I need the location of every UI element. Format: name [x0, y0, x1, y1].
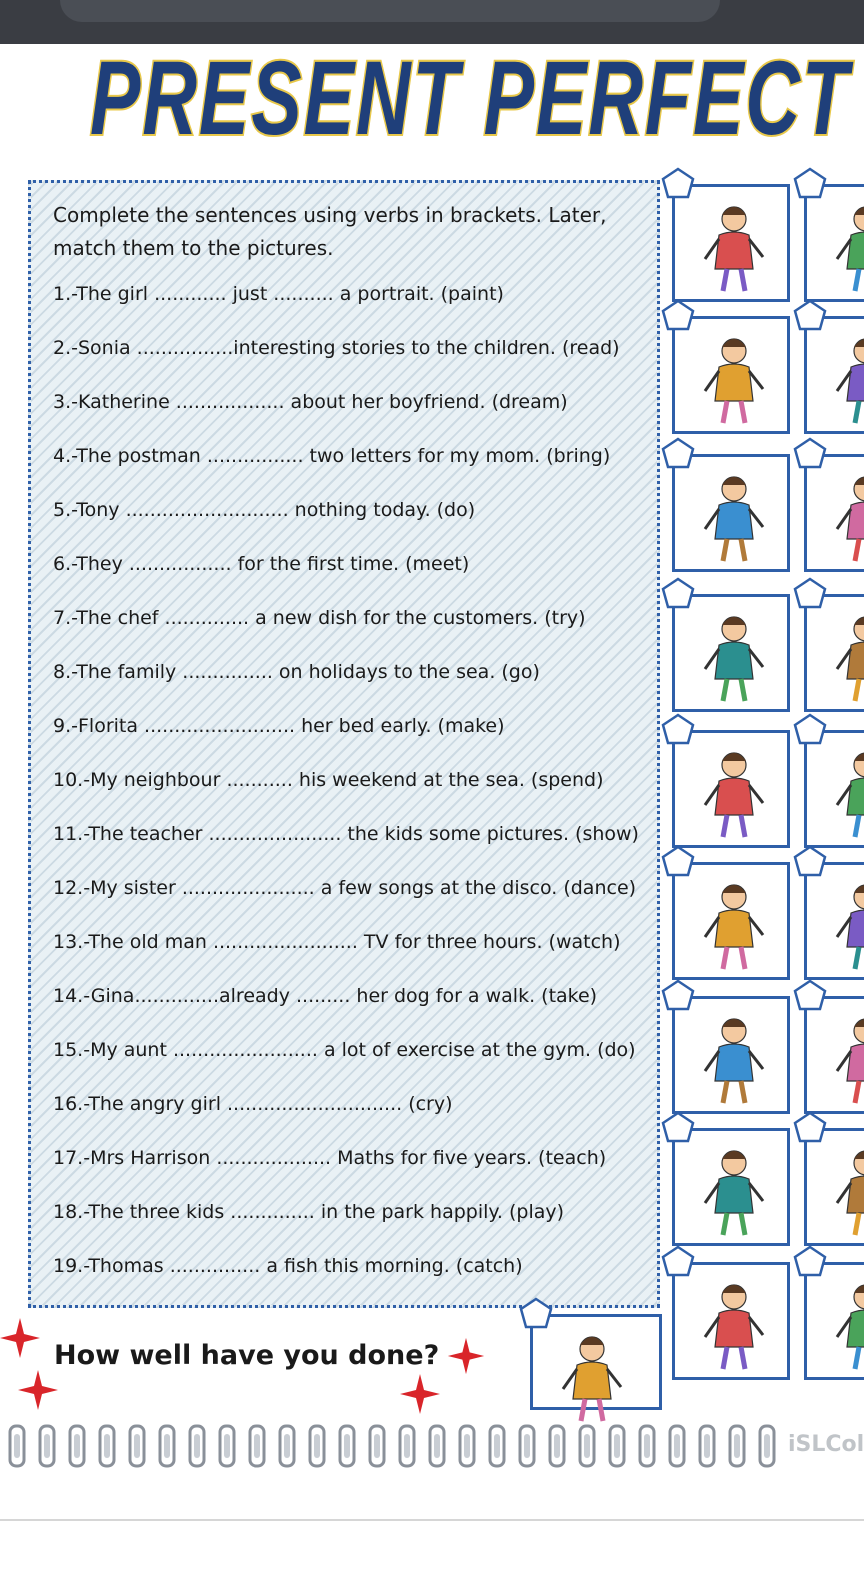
girl-making-bed-picture	[821, 1009, 864, 1109]
label-tab-icon	[793, 167, 827, 199]
chef-cooking-picture	[689, 743, 779, 843]
sentence-13: 13.-The old man ........................ TV for three hours. (watch)	[53, 931, 621, 953]
sentence-18: 18.-The three kids .............. in the park happily. (play)	[53, 1201, 565, 1223]
label-tab-icon	[793, 437, 827, 469]
girl-in-armchair-picture	[821, 197, 864, 297]
red-star-icon	[0, 1316, 42, 1360]
picture-card-10	[804, 730, 864, 848]
bottom-divider	[0, 1519, 864, 1521]
sentence-2: 2.-Sonia ................interesting stories to the children. (read)	[53, 337, 620, 359]
sentence-15: 15.-My aunt ........................ a lot of exercise at the gym. (do)	[53, 1039, 636, 1061]
label-tab-icon	[793, 979, 827, 1011]
picture-card-18	[804, 1262, 864, 1380]
label-tab-icon	[661, 713, 695, 745]
sentence-16: 16.-The angry girl ............................. (cry)	[53, 1093, 453, 1115]
label-tab-icon	[661, 577, 695, 609]
woman-exercise-bike-picture	[689, 1141, 779, 1241]
picture-card-3	[672, 316, 790, 434]
label-tab-icon	[793, 845, 827, 877]
title-text: PRESENT PERFECT	[90, 38, 855, 154]
red-star-icon	[446, 1336, 486, 1376]
meeting-people-picture	[689, 197, 779, 297]
sentence-4: 4.-The postman ................ two letters for my mom. (bring)	[53, 445, 611, 467]
sentence-12: 12.-My sister ...................... a few songs at the disco. (dance)	[53, 877, 637, 899]
picture-card-5	[672, 454, 790, 572]
teacher-showing-pictures-picture	[689, 875, 779, 975]
label-tab-icon	[661, 167, 695, 199]
man-in-car-picture	[821, 875, 864, 975]
picture-card-7	[672, 594, 790, 712]
picture-card-8	[804, 594, 864, 712]
picture-card-15	[672, 1128, 790, 1246]
easel-painting-picture	[821, 467, 864, 567]
sun-and-boat-picture	[821, 607, 864, 707]
label-tab-icon	[661, 1245, 695, 1277]
sentence-1: 1.-The girl ............ just .......... a portrait. (paint)	[53, 283, 504, 305]
browser-tab-bar	[60, 0, 720, 22]
sentence-9: 9.-Florita ......................... her bed early. (make)	[53, 715, 505, 737]
label-tab-icon	[793, 713, 827, 745]
label-tab-icon	[661, 437, 695, 469]
label-tab-icon	[661, 845, 695, 877]
man-fishing-picture	[821, 1141, 864, 1241]
picture-card-4	[804, 316, 864, 434]
girl-dreaming-at-desk-picture	[689, 607, 779, 707]
exercise-panel	[28, 180, 660, 1308]
sentence-7: 7.-The chef .............. a new dish for the customers. (try)	[53, 607, 586, 629]
label-tab-icon	[519, 1297, 553, 1329]
watermark-logo: iSLCol	[788, 1432, 864, 1457]
label-tab-icon	[661, 299, 695, 331]
girl-dancing-picture	[821, 743, 864, 843]
sentence-17: 17.-Mrs Harrison ................... Maths for five years. (teach)	[53, 1147, 607, 1169]
picture-card-11	[672, 862, 790, 980]
sentence-5: 5.-Tony ........................... nothing today. (do)	[53, 499, 476, 521]
singing-girl-picture	[689, 467, 779, 567]
sentence-11: 11.-The teacher ...................... the kids some pictures. (show)	[53, 823, 639, 845]
picture-card-2	[804, 184, 864, 302]
picture-card-14	[804, 996, 864, 1114]
teacher-reading-to-children-picture	[689, 329, 779, 429]
picture-card-6	[804, 454, 864, 572]
red-star-icon	[16, 1368, 60, 1412]
picture-card-16	[804, 1128, 864, 1246]
sentence-3: 3.-Katherine .................. about her boyfriend. (dream)	[53, 391, 568, 413]
label-tab-icon	[661, 979, 695, 1011]
sentence-6: 6.-They ................. for the first time. (meet)	[53, 553, 470, 575]
kids-playing-in-park-picture	[547, 1327, 637, 1427]
picture-card-12	[804, 862, 864, 980]
instructions-text: Complete the sentences using verbs in brackets. Later, match them to the pictures.	[53, 203, 607, 260]
picture-card-13	[672, 996, 790, 1114]
footer-question: How well have you done?	[54, 1340, 440, 1371]
old-man-watching-tv-picture	[689, 1275, 779, 1375]
label-tab-icon	[661, 1111, 695, 1143]
picture-card-19	[530, 1314, 662, 1410]
sentence-14: 14.-Gina..............already ......... her dog for a walk. (take)	[53, 985, 598, 1007]
picture-card-1	[672, 184, 790, 302]
label-tab-icon	[793, 299, 827, 331]
label-tab-icon	[793, 1245, 827, 1277]
label-tab-icon	[793, 577, 827, 609]
picture-card-17	[672, 1262, 790, 1380]
worksheet-title	[0, 34, 864, 154]
sentence-8: 8.-The family ............... on holidays to the sea. (go)	[53, 661, 540, 683]
binder-rings-decoration	[0, 1420, 864, 1480]
angry-girl-crying-picture	[821, 1275, 864, 1375]
picture-card-9	[672, 730, 790, 848]
postman-picture	[689, 1009, 779, 1109]
red-star-icon	[398, 1372, 442, 1416]
sentence-19: 19.-Thomas ............... a fish this morning. (catch)	[53, 1255, 523, 1277]
label-tab-icon	[793, 1111, 827, 1143]
family-picture	[821, 329, 864, 429]
sentence-10: 10.-My neighbour ........... his weekend at the sea. (spend)	[53, 769, 604, 791]
